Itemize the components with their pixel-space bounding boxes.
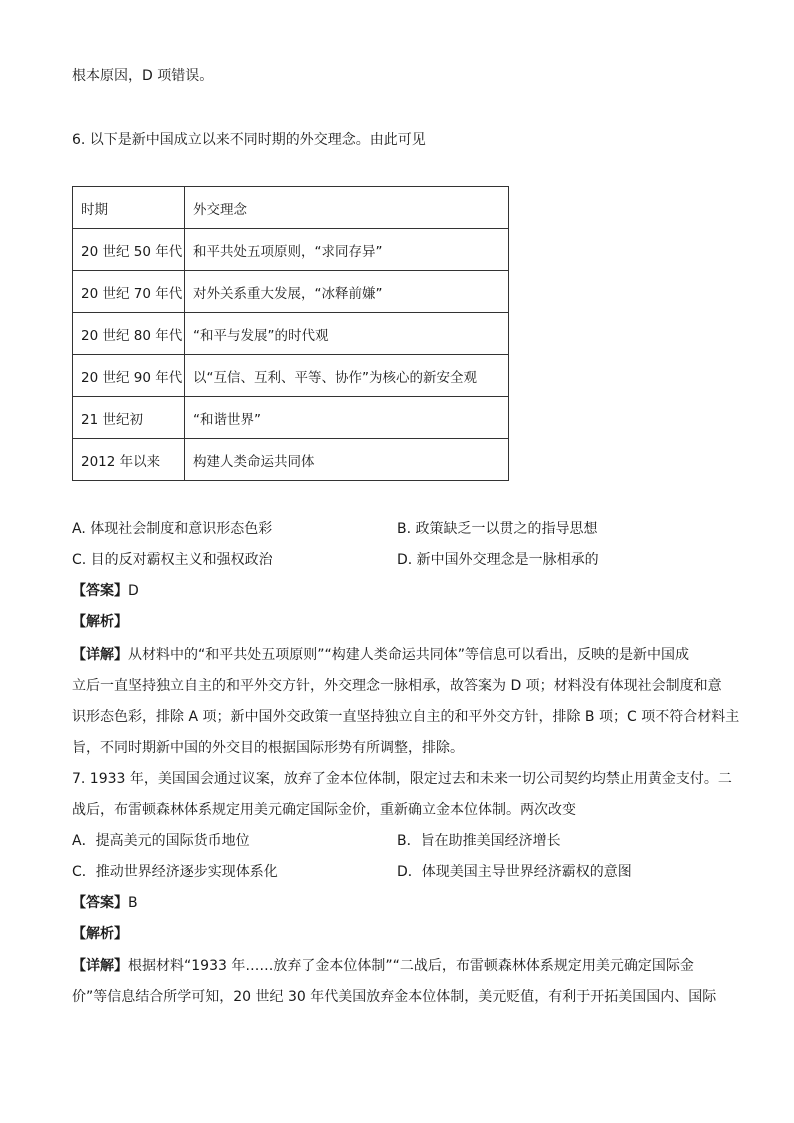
table-row [73,439,509,481]
answer-label: 【答案】 [72,583,128,599]
question-6-table [72,186,509,481]
table-row [73,229,509,271]
detail-text: 从材料中的“和平共处五项原则”“构建人类命运共同体”等信息可以看出，反映的是新中国成 [128,647,690,663]
table-header-row [73,187,509,229]
table-cell-period: 20 世纪 50 年代 [73,229,185,271]
table-row [73,397,509,439]
table-cell-concept: “和平与发展”的时代观 [185,313,509,355]
question-7-option-b: B．旨在助推美国经济增长 [397,833,561,849]
question-6-detail-line: 识形态色彩，排除 A 项；新中国外交政策一直坚持独立自主的和平外交方针，排除 B 项；C 项不符合材料主 [72,709,740,725]
table-cell-concept: “和谐世界” [185,397,509,439]
question-6-detail-line: 立后一直坚持独立自主的和平外交方针，外交理念一脉相承，故答案为 D 项；材料没有体现社会制度和意 [72,678,722,694]
question-7-detail-line [72,956,694,976]
table-cell-concept: 对外关系重大发展，“冰释前嫌” [185,271,509,313]
question-6-detail-line: 旨，不同时期新中国的外交目的根据国际形势有所调整，排除。 [72,740,464,756]
detail-label: 【详解】 [72,647,128,663]
table-cell-period: 20 世纪 70 年代 [73,271,185,313]
answer-label: 【答案】 [72,895,128,911]
detail-text: 根据材料“1933 年……放弃了金本位体制”“二战后，布雷顿森林体系规定用美元确定国际金 [128,958,694,974]
question-7-option-a: A．提高美元的国际货币地位 [72,833,250,849]
table-cell-concept: 以“互信、互利、平等、协作”为核心的新安全观 [185,355,509,397]
question-7-option-d: D．体现美国主导世界经济霸权的意图 [397,864,632,880]
question-6-option-b: B. 政策缺乏一以贯之的指导思想 [397,521,598,537]
table-cell-period: 20 世纪 90 年代 [73,355,185,397]
question-6-analysis-label: 【解析】 [72,614,128,630]
table-cell-concept: 和平共处五项原则，“求同存异” [185,229,509,271]
question-7-analysis-label: 【解析】 [72,926,128,942]
detail-label: 【详解】 [72,958,128,974]
answer-value: B [128,895,138,911]
question-6-answer [72,581,139,601]
question-6-option-c: C. 目的反对霸权主义和强权政治 [72,552,273,568]
table-header-cell: 时期 [73,187,185,229]
previous-answer-tail: 根本原因，D 项错误。 [72,68,214,84]
question-7-option-c: C．推动世界经济逐步实现体系化 [72,864,278,880]
table-row [73,313,509,355]
question-6-stem: 6. 以下是新中国成立以来不同时期的外交理念。由此可见 [72,132,426,148]
question-7-stem-line: 7. 1933 年，美国国会通过议案，放弃了金本位体制，限定过去和未来一切公司契约均禁止用黄金支付。二 [72,771,732,787]
answer-value: D [128,583,139,599]
question-6-detail-line [72,645,689,665]
table-cell-period: 21 世纪初 [73,397,185,439]
question-6-option-d: D. 新中国外交理念是一脉相承的 [397,552,599,568]
table-row [73,271,509,313]
question-7-detail-line: 价”等信息结合所学可知，20 世纪 30 年代美国放弃金本位体制，美元贬值，有利于开拓美国国内、国际 [72,989,717,1005]
table-header-cell: 外交理念 [185,187,509,229]
question-7-answer [72,893,138,913]
table-row [73,355,509,397]
question-6-option-a: A. 体现社会制度和意识形态色彩 [72,521,273,537]
table-cell-concept: 构建人类命运共同体 [185,439,509,481]
question-7-stem-line: 战后，布雷顿森林体系规定用美元确定国际金价，重新确立金本位体制。两次改变 [72,802,576,818]
table-cell-period: 20 世纪 80 年代 [73,313,185,355]
table-cell-period: 2012 年以来 [73,439,185,481]
